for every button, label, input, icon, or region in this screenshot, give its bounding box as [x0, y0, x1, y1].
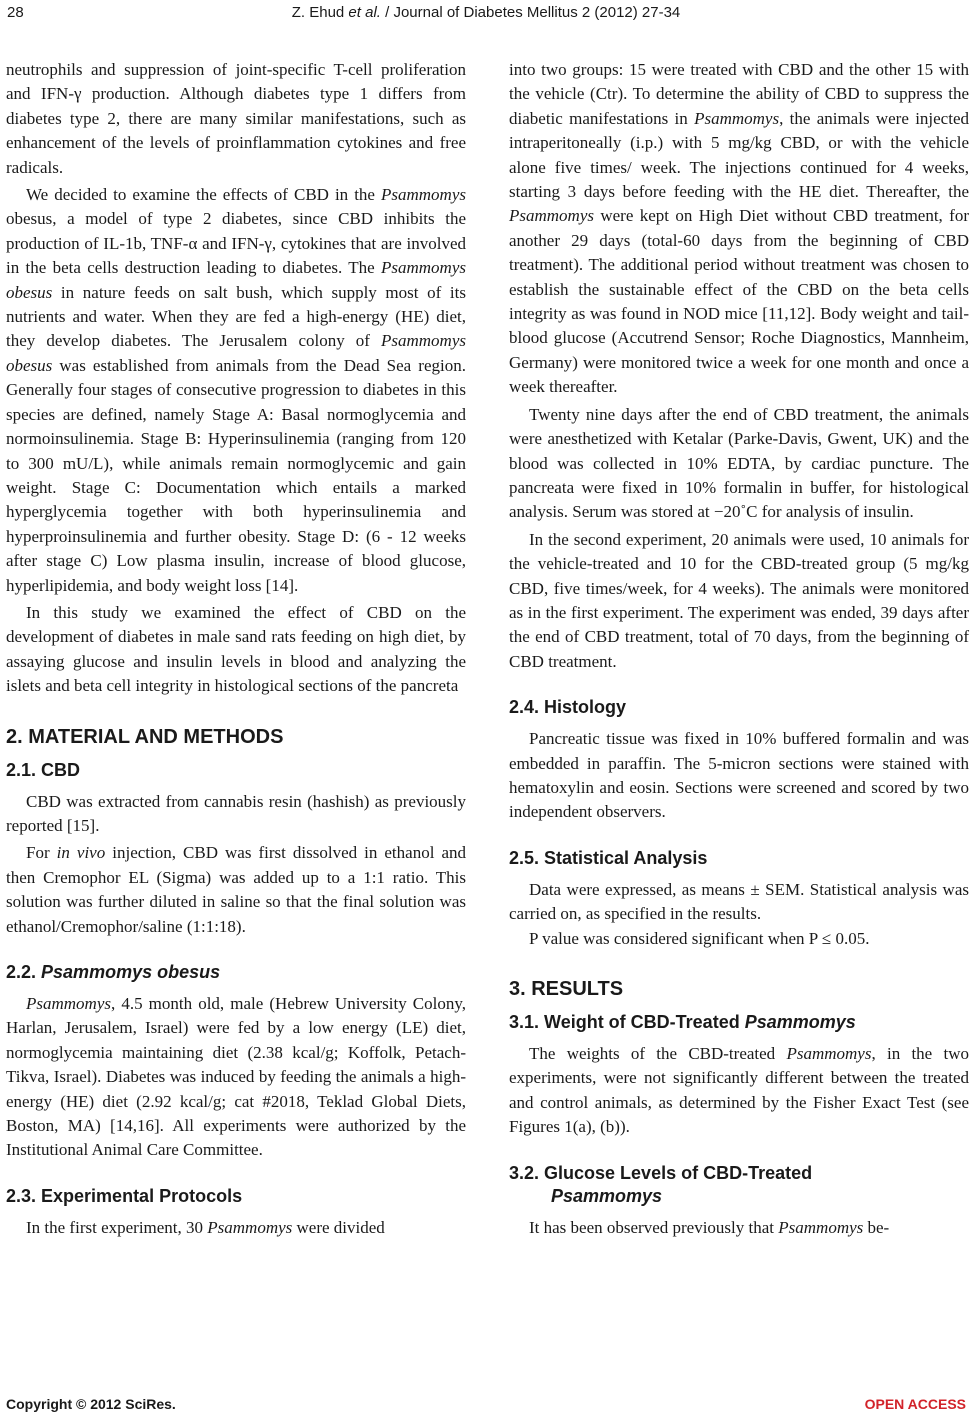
section-heading-methods: 2. MATERIAL AND METHODS — [6, 725, 284, 748]
paragraph: Twenty nine days after the end of CBD treatment, the animals were anesthetized with Ketalar (Parke-Davis, Gwent, UK) and the blood was collected in 10% EDTA, by cardiac puncture. The pancreata were fixed in 10% formalin in buffer, for histological analysis. Serum was stored at −20˚C for analysis of insulin. — [509, 404, 969, 522]
paragraph: neutrophils and suppression of joint-specific T-cell proliferation and IFN-γ production. Although diabetes type 1 differs from diabetes type 2, there are many similar manifestations, such as enhancement of the levels of proinflammation cytokines and free radicals. — [6, 60, 466, 177]
subsection-heading-histology: 2.4. Histology — [509, 697, 627, 718]
heading-line: 3.2. Glucose Levels of CBD-Treated — [509, 1162, 813, 1183]
paragraph: In this study we examined the effect of CBD on the development of diabetes in male sand rats feeding on high diet, by assaying glucose and insulin levels in blood and analyzing the islets and beta cell integrity in histological sections of the pancreta — [6, 602, 466, 696]
section-heading-results: 3. RESULTS — [509, 978, 624, 1000]
heading-line: Psammomys — [551, 1185, 663, 1206]
page-number: 28 — [7, 4, 24, 21]
running-header — [0, 2, 972, 26]
paragraph: into two groups: 15 were treated with CBD and the other 15 with the vehicle (Ctr). To determine the ability of CBD to suppress the diabetic manifestations in Psammomys, the animals were injected intraperitoneally (i.p.) with 5 mg/kg CBD, or with the vehicle alone five times/ week. The injections continued for 4 weeks, starting 3 days before feeding with the HE diet. Thereafter, the Psammomys were kept on High Diet without CBD treatment, for another 29 days (total-60 days from the beginning of CBD treatment). The additional period without treatment was chosen to establish the sustainable effect of the CBD on the beta cells integrity as was found in NOD mice [11,12]. Body weight and tail-blood glucose (Accutrend Sensor; Roche Diagnostics, Mannheim, Germany) were monitored twice a week for one month and once a week thereafter. — [509, 60, 969, 397]
open-access-label: OPEN ACCESS — [864, 1396, 966, 1412]
paragraph: We decided to examine the effects of CBD in the Psammomys obesus, a model of type 2 diabetes, since CBD inhibits the production of IL-1b, TNF-α and IFN-γ, cytokines that are involved in the beta cells destruction leading to diabetes. The Psammomys obesus in nature feeds on salt bush, which supply most of its nutrients and water. When they are fed a high-energy (HE) diet, they develop diabetes. The Jerusalem colony of Psammomys obesus was established from animals from the Dead Sea region. Generally four stages of consecutive progression to diabetes in this species are defined, namely Stage A: Basal normoglycemia and normoinsulinemia. Stage B: Hyperinsulinemia (ranging from 120 to 300 mU/L), while animals remain normoglycemic and gain weight. Stage C: Documentation which entails a marked hyperglycemia together with both hyperinsulinemia and hyperproinsulinemia and further obesity. Stage D: (6 - 12 weeks after stage C) Low plasma insulin, increase of blood glucose, hyperlipidemia, and body weight loss [14]. — [6, 185, 466, 595]
subsection-heading-weight: 3.1. Weight of CBD-Treated Psammomys — [509, 1012, 856, 1032]
subsection-heading-statistics: 2.5. Statistical Analysis — [509, 847, 708, 868]
paragraph: For in vivo injection, CBD was first dissolved in ethanol and then Cremophor EL (Sigma) was added up to a 1:1 ratio. This solution was further diluted in saline so that the final solution was ethanol/Cremophor/saline (1:1:18). — [6, 843, 466, 936]
right-column — [509, 58, 969, 1240]
paragraph: It has been observed previously that Psammomys be- — [529, 1217, 890, 1237]
paragraph: The weights of the CBD-treated Psammomys, in the two experiments, were not significantly different between the treated and control animals, as determined by the Fisher Exact Test (see Figures 1(a), (b)). — [509, 1044, 969, 1137]
paragraph: Pancreatic tissue was fixed in 10% buffered formalin and was embedded in paraffin. The 5-micron sections were stained with hematoxylin and eosin. Sections were screened and scored by two independent observers. — [509, 729, 969, 822]
subsection-heading-protocols: 2.3. Experimental Protocols — [6, 1185, 243, 1206]
subsection-heading-glucose — [509, 1162, 969, 1208]
paragraph: CBD was extracted from cannabis resin (hashish) as previously reported [15]. — [6, 791, 466, 835]
paragraph: P value was considered significant when P ≤ 0.05. — [529, 928, 870, 948]
paragraph: In the first experiment, 30 Psammomys were divided — [26, 1217, 385, 1237]
subsection-heading-psammomys: 2.2. Psammomys obesus — [6, 962, 221, 982]
paragraph: Psammomys, 4.5 month old, male (Hebrew University Colony, Harlan, Jerusalem, Israel) were fed by a low energy (LE) diet, normoglycemia maintaining diet (2.38 kcal/g; Koffolk, Petach-Tikva, Israel). Diabetes was induced by feeding the animals a high-energy (HE) diet (2.92 kcal/g; cat #2018, Teklad Global Diets, Boston, MA) [14,16]. All experiments were authorized by the Institutional Animal Care Committee. — [6, 994, 466, 1160]
copyright-notice: Copyright © 2012 SciRes. — [6, 1396, 176, 1412]
paragraph: Data were expressed, as means ± SEM. Statistical analysis was carried on, as specified in the results. — [509, 879, 969, 924]
left-column — [6, 58, 466, 1240]
journal-citation: Z. Ehud et al. / Journal of Diabetes Mellitus 2 (2012) 27-34 — [291, 4, 681, 21]
paragraph: In the second experiment, 20 animals were used, 10 animals for the vehicle-treated and 10 for the CBD-treated group (5 mg/kg CBD, five times/week, for 4 weeks). The animals were monitored as in the first experiment. The experiment was ended, 39 days after the end of CBD treatment, total of 70 days, from the beginning of CBD treatment. — [509, 529, 969, 671]
subsection-heading-cbd: 2.1. CBD — [6, 759, 81, 780]
